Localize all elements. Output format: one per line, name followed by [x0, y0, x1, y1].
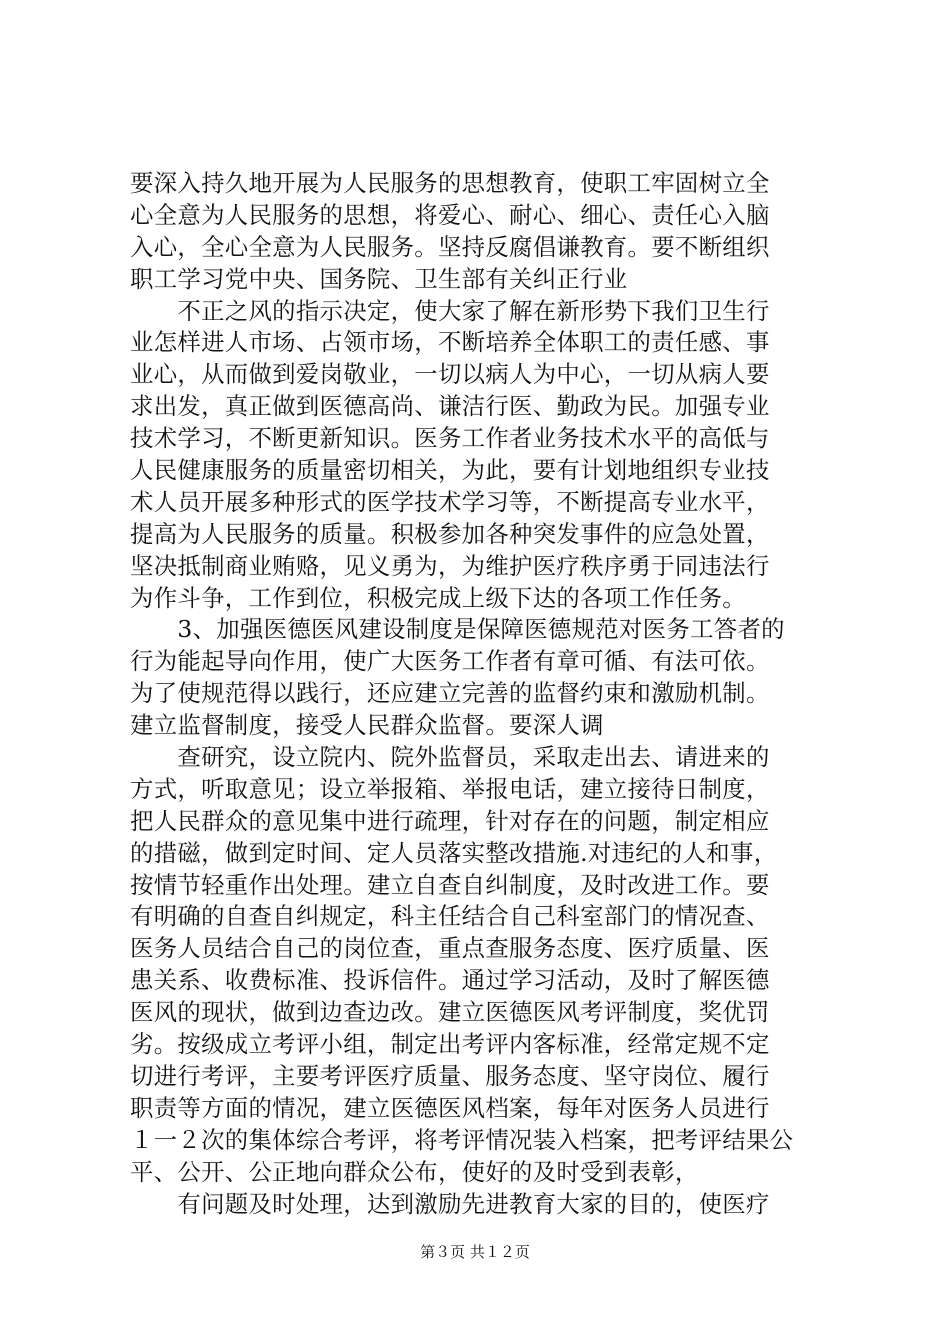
text-line: 职责等方面的情况，建立医德医风档案，每年对医务人员进行 — [130, 1093, 770, 1122]
text-line: 方式，听取意见；设立举报箱、举报电话，建立接待日制度， — [130, 774, 770, 803]
text-line: 职工学习党中央、国务院、卫生部有关纠正行业 — [130, 264, 628, 293]
text-line: 医务人员结合自己的岗位查，重点查服务态度、医疗质量、医 — [130, 934, 770, 963]
page-number-footer: 第３页 共１２页 — [420, 1243, 530, 1261]
text-line: 人民健康服务的质量密切相关，为此，要有计划地组织专业技 — [130, 456, 770, 485]
text-line: 平、公开、公正地向群众公布，使好的及时受到表彰， — [130, 1157, 699, 1186]
text-line: 为作斗争，工作到位，积极完成上级下达的各项工作任务。 — [130, 583, 746, 612]
text-line: 把人民群众的意见集中进行疏理，针对存在的问题，制定相应 — [130, 806, 770, 835]
text-line: 入心，全心全意为人民服务。坚持反腐倡谦教育。要不断组织 — [130, 232, 770, 261]
text-line: 3、加强医德医风建设制度是保障医德规范对医务工答者的 — [130, 615, 785, 644]
text-line: 业心，从而做到爱岗敬业，一切以病人为中心，一切从病人要 — [130, 360, 770, 389]
text-line: 劣。按级成立考评小组，制定出考评内客标准，经常定规不定 — [130, 1030, 770, 1059]
text-line: 切进行考评，主要考评医疗质量、服务态度、坚守岗位、履行 — [130, 1061, 770, 1090]
text-line: 行为能起导向作用，使广大医务工作者有章可循、有法可依。 — [130, 647, 770, 676]
text-line: 的措磁，做到定时间、定人员落实整改措施.对违纪的人和事， — [130, 838, 778, 867]
text-line: 求出发，真正做到医德高尚、谦洁行医、勤政为民。加强专业 — [130, 392, 770, 421]
text-line: 坚决抵制商业贿赂，见义勇为，为维护医疗秩序勇于同违法行 — [130, 551, 770, 580]
text-line: 为了使规范得以践行，还应建立完善的监督约束和激励机制。 — [130, 679, 770, 708]
text-line: 技术学习，不断更新知识。医务工作者业务技术水平的高低与 — [130, 424, 770, 453]
text-line: 术人员开展多种形式的医学技术学习等，不断提高专业水平， — [130, 487, 770, 516]
text-line: 医风的现状，做到边查边改。建立医德医风考评制度，奖优罚 — [130, 998, 770, 1027]
text-line: 建立监督制度，接受人民群众监督。要深人调 — [130, 711, 604, 740]
text-line: 有问题及时处理，达到激励先进教育大家的目的，使医疗 — [130, 1189, 770, 1218]
text-line: 按情节轻重作出处理。建立自查自纠制度，及时改进工作。要 — [130, 870, 770, 899]
text-line: 提高为人民服务的质量。积极参加各种突发事件的应急处置， — [130, 519, 770, 548]
body-text — [130, 168, 840, 1220]
text-line: １一２次的集体综合考评，将考评情况装入档案，把考评结果公 — [130, 1125, 794, 1154]
text-line: 心全意为人民服务的思想，将爱心、耐心、细心、责任心入脑 — [130, 200, 770, 229]
text-line: 要深入持久地开展为人民服务的思想教育，使职工牢固树立全 — [130, 169, 770, 197]
text-line: 有明确的自查自纠规定，科主任结合自己科室部门的情况查、 — [130, 902, 770, 931]
text-line: 患关系、收费标准、投诉信件。通过学习活动，及时了解医德 — [130, 966, 770, 995]
text-line: 查研究，设立院内、院外监督员，采取走出去、请进来的 — [130, 743, 770, 772]
text-line: 业怎样进人市场、占领市场，不断培养全体职工的责任感、事 — [130, 328, 770, 357]
text-line: 不正之风的指示决定，使大家了解在新形势下我们卫生行 — [130, 296, 770, 325]
